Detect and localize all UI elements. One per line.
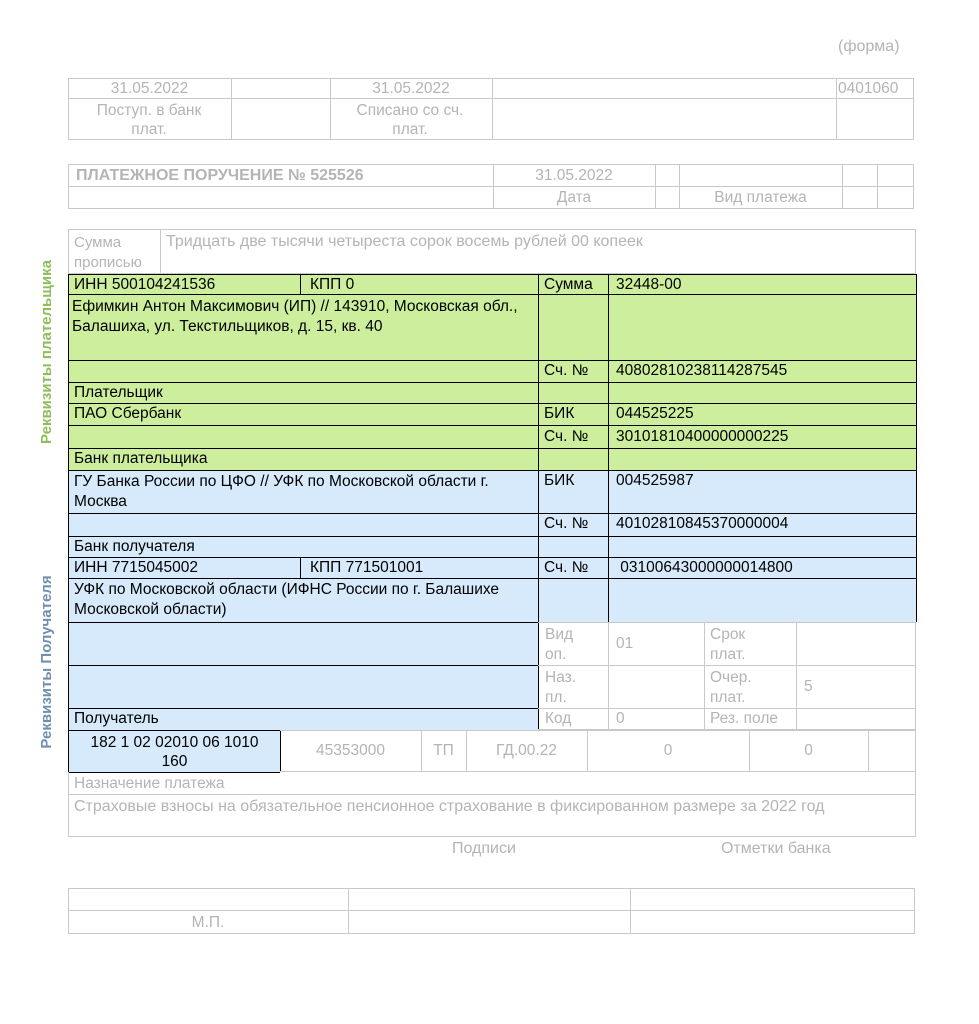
sum-label: Сумма: [544, 276, 593, 293]
payer-role-label: Плательщик: [74, 384, 163, 401]
recipient-inn: ИНН 7715045002: [74, 559, 199, 576]
payer-inn: ИНН 500104241536: [74, 276, 216, 293]
recipient-role-label: Получатель: [74, 710, 159, 727]
purpose-label: Назначение платежа: [74, 775, 225, 792]
payment-type-label: Вид платежа: [714, 189, 807, 206]
tax-period: ГД.00.22: [496, 742, 557, 759]
purpose-text: Страховые взносы на обязательное пенсионное страхование в фиксированном размере за 2022 год: [74, 798, 825, 815]
payer-bik: 044525225: [616, 405, 694, 422]
amount-words-value: Тридцать две тысячи четыреста сорок восемь рублей 00 копеек: [166, 233, 643, 250]
recipient-bank-label: Банк получателя: [74, 538, 195, 555]
order-date: 31.05.2022: [535, 167, 613, 184]
vid-op-label: Вид оп.: [545, 626, 574, 663]
recipient-corr-account: 40102810845370000004: [616, 515, 789, 532]
recipient-account-label: Сч. №: [544, 559, 589, 576]
payer-account-label: Сч. №: [544, 362, 589, 379]
kod-label: Код: [545, 710, 572, 727]
form-label: (форма): [838, 38, 900, 55]
tax-basis: ТП: [433, 742, 454, 759]
order-title: ПЛАТЕЖНОЕ ПОРУЧЕНИЕ № 525526: [76, 167, 364, 184]
payer-bank-label: Банк плательщика: [74, 450, 208, 467]
signatures-label: Подписи: [452, 840, 516, 857]
doc-date: 0: [804, 742, 813, 759]
stamp-label: М.П.: [191, 914, 225, 931]
date-debited: 31.05.2022: [372, 80, 450, 97]
recipient-bik-label: БИК: [544, 472, 575, 489]
amount-words-label: Сумма прописью: [74, 234, 142, 271]
ocher-label: Очер. плат.: [710, 669, 752, 706]
order-date-label: Дата: [556, 189, 592, 206]
kod-value: 0: [616, 710, 625, 727]
recipient-kpp: КПП 771501001: [310, 559, 424, 576]
kbk: 182 1 02 02010 06 1010 160: [90, 734, 259, 770]
bank-marks-label: Отметки банка: [721, 840, 831, 857]
date-received: 31.05.2022: [110, 80, 189, 97]
vid-op-value: 01: [616, 635, 634, 652]
recipient-account: 03100643000000014800: [616, 559, 793, 576]
payer-kpp: КПП 0: [310, 276, 355, 293]
ocher-value: 5: [804, 678, 813, 695]
payer-name: Ефимкин Антон Максимович (ИП) // 143910, Московская обл., Балашиха, ул. Текстильщиков, д. 15, кв. 40: [72, 298, 518, 335]
payer-bik-label: БИК: [544, 405, 575, 422]
srok-label: Срок плат.: [710, 626, 746, 663]
payer-corr-label: Сч. №: [544, 428, 589, 445]
sum-value: 32448-00: [616, 276, 682, 293]
rez-label: Рез. поле: [710, 710, 778, 727]
form-code: 0401060: [838, 80, 899, 97]
payer-side-label: Реквизиты плательщика: [38, 259, 55, 445]
recipient-corr-label: Сч. №: [544, 515, 589, 532]
date-debited-label: Списано со сч. плат.: [356, 102, 464, 138]
date-received-label: Поступ. в банк плат.: [96, 102, 202, 138]
payer-bank-name: ПАО Сбербанк: [74, 405, 182, 422]
naz-label: Наз. пл.: [545, 669, 577, 706]
recipient-name: УФК по Московской области (ИФНС России по г. Балашихе Московской области): [74, 581, 500, 618]
recipient-bank-name: ГУ Банка России по ЦФО // УФК по Московской области г. Москва: [74, 473, 489, 510]
payer-account: 40802810238114287545: [616, 362, 788, 379]
doc-number: 0: [663, 742, 673, 759]
payer-corr-account: 30101810400000000225: [616, 428, 789, 445]
oktmo: 45353000: [316, 742, 385, 759]
recipient-side-label: Реквизиты Получателя: [38, 575, 55, 749]
recipient-bik: 004525987: [616, 472, 694, 489]
